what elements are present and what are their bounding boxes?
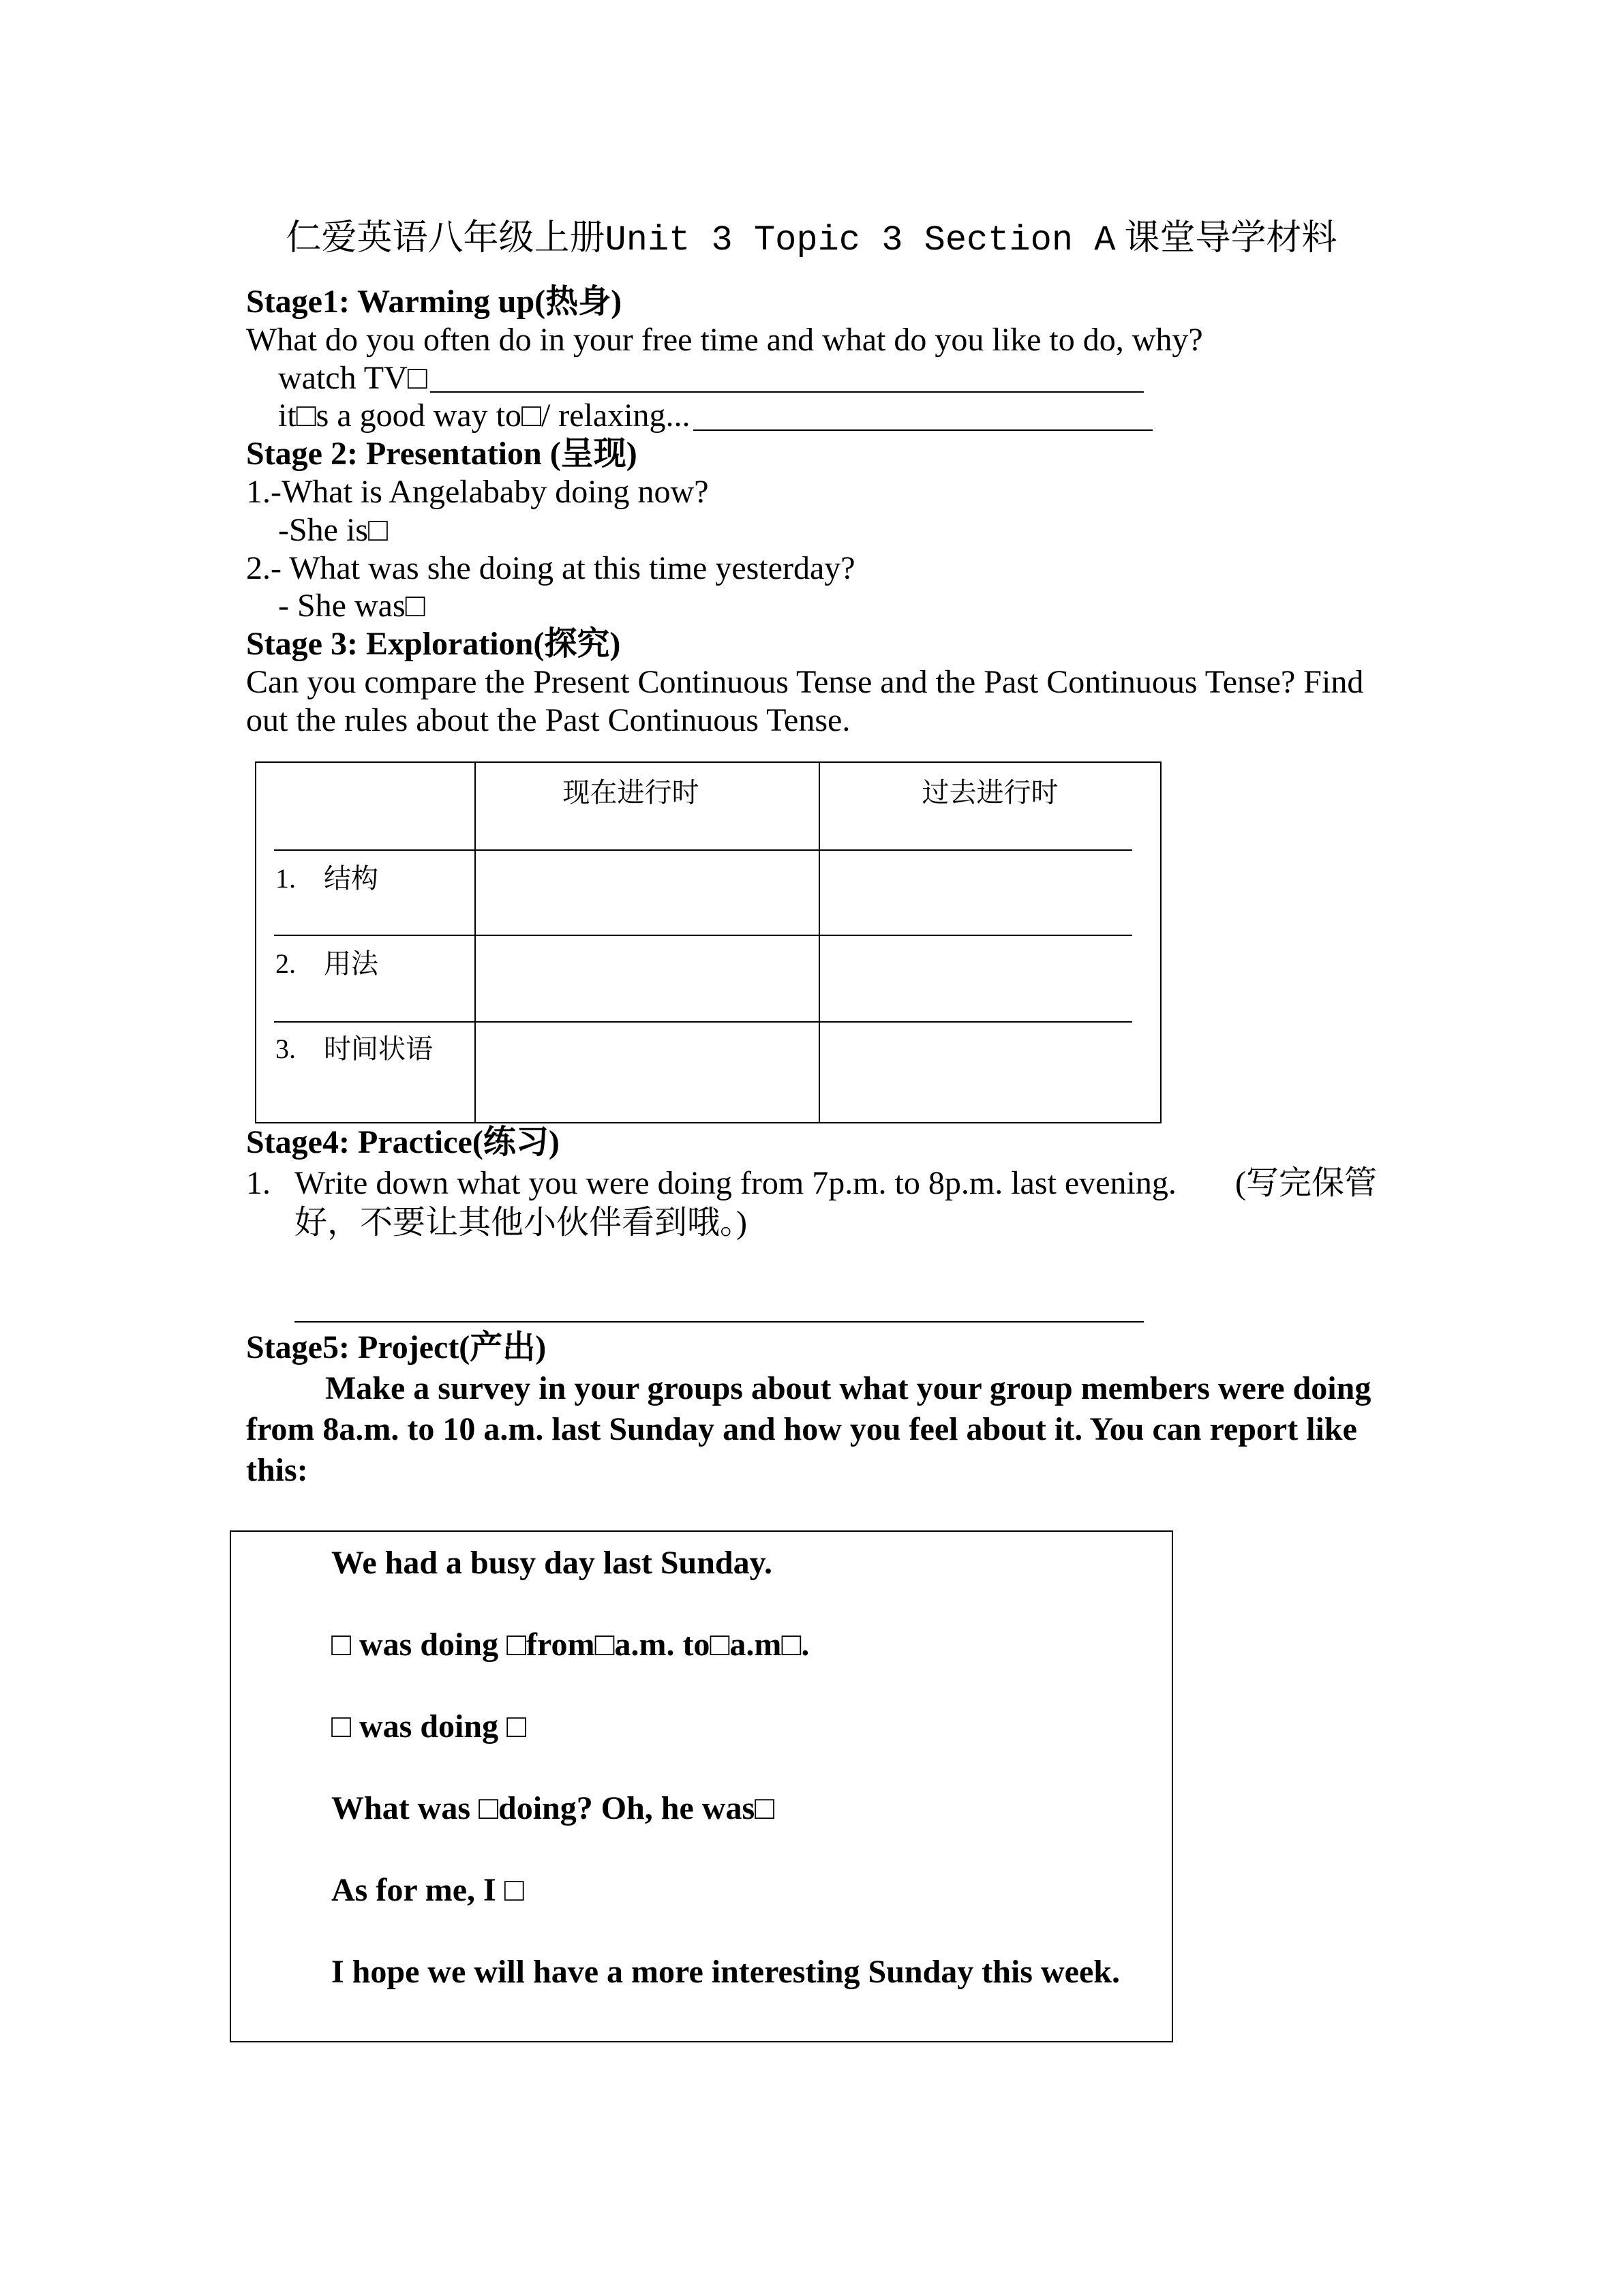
table-row-divider xyxy=(274,849,1132,851)
stage2-heading: Stage 2: Presentation (呈现) xyxy=(246,436,637,472)
practice-answer-line xyxy=(294,1321,1144,1323)
report-line-6: I hope we will have a more interesting Sunday this week. xyxy=(331,1954,1120,1990)
table-row-number: 2. xyxy=(275,948,296,979)
report-line-4: What was □doing? Oh, he was□ xyxy=(331,1790,775,1826)
practice-item-line-1 xyxy=(294,1164,1377,1203)
practice-item-number: 1. xyxy=(246,1165,271,1201)
stage2-question-1: 1.-What is Angelababy doing now? xyxy=(246,473,709,510)
table-row-label-time-adverbials: 时间状语 xyxy=(324,1033,433,1064)
stage5-paragraph-line-2: from 8a.m. to 10 a.m. last Sunday and how you feel about it. You can report like xyxy=(246,1411,1357,1447)
table-row-number: 1. xyxy=(275,863,296,894)
table-row-divider xyxy=(274,935,1132,936)
stage1-answer-text-1: watch TV□ xyxy=(278,359,427,396)
title-unit-topic-section: Unit 3 Topic 3 Section A xyxy=(605,220,1116,260)
tense-comparison-table xyxy=(255,761,1162,1123)
report-line-2: □ was doing □from□a.m. to□a.m□. xyxy=(331,1627,810,1663)
table-header-present-continuous: 现在进行时 xyxy=(562,777,699,808)
stages-1-to-3 xyxy=(246,283,1363,740)
table-row-label-usage: 用法 xyxy=(324,948,378,979)
title-chinese-prefix: 仁爱英语八年级上册 xyxy=(286,219,605,258)
stage2-answer-1: -She is□ xyxy=(278,511,388,548)
stage1-heading: Stage1: Warming up(热身) xyxy=(246,284,622,320)
table-row-number: 3. xyxy=(275,1033,296,1064)
table-column-divider xyxy=(819,763,820,1122)
stage3-instruction-line-2: out the rules about the Past Continuous Tense. xyxy=(246,701,851,738)
report-template-box xyxy=(230,1530,1173,2042)
stage3-heading: Stage 3: Exploration(探究) xyxy=(246,626,621,663)
practice-item-note-end: 好，不要让其他小伙伴看到哦。) xyxy=(294,1205,747,1241)
table-header-past-continuous: 过去进行时 xyxy=(922,777,1059,808)
stage2-question-2: 2.- What was she doing at this time yesterday? xyxy=(246,549,855,586)
stage4-heading: Stage4: Practice(练习) xyxy=(246,1124,560,1160)
report-line-3: □ was doing □ xyxy=(331,1708,527,1744)
fill-in-blank xyxy=(693,397,1153,431)
stage5-paragraph-line-3: this: xyxy=(246,1452,308,1488)
stage3-instruction-line-1: Can you compare the Present Continuous Tense and the Past Continuous Tense? Find xyxy=(246,663,1364,700)
stage5-heading: Stage5: Project(产出) xyxy=(246,1329,547,1365)
practice-item-text: Write down what you were doing from 7p.m. to 8p.m. last evening. xyxy=(294,1165,1177,1201)
table-row-label-structure: 结构 xyxy=(324,863,378,894)
title-chinese-suffix: 课堂导学材料 xyxy=(1124,219,1337,258)
stage5-paragraph-line-1: Make a survey in your groups about what your group members were doing xyxy=(325,1370,1371,1406)
report-line-5: As for me, I □ xyxy=(331,1872,524,1908)
stage1-answer-text-2: it□s a good way to□/ relaxing... xyxy=(278,397,691,434)
fill-in-blank xyxy=(430,359,1144,393)
stage1-question: What do you often do in your free time and what do you like to do, why? xyxy=(246,321,1203,358)
table-row-divider xyxy=(274,1021,1132,1023)
document-title xyxy=(0,217,1623,262)
report-line-1: We had a busy day last Sunday. xyxy=(331,1545,772,1581)
stage2-answer-2: - She was□ xyxy=(278,588,425,624)
stage1-answer-line-2 xyxy=(246,397,1153,435)
practice-item-note-start: (写完保管 xyxy=(1235,1165,1377,1201)
stage1-answer-line-1 xyxy=(246,359,1144,397)
table-column-divider xyxy=(474,763,476,1122)
